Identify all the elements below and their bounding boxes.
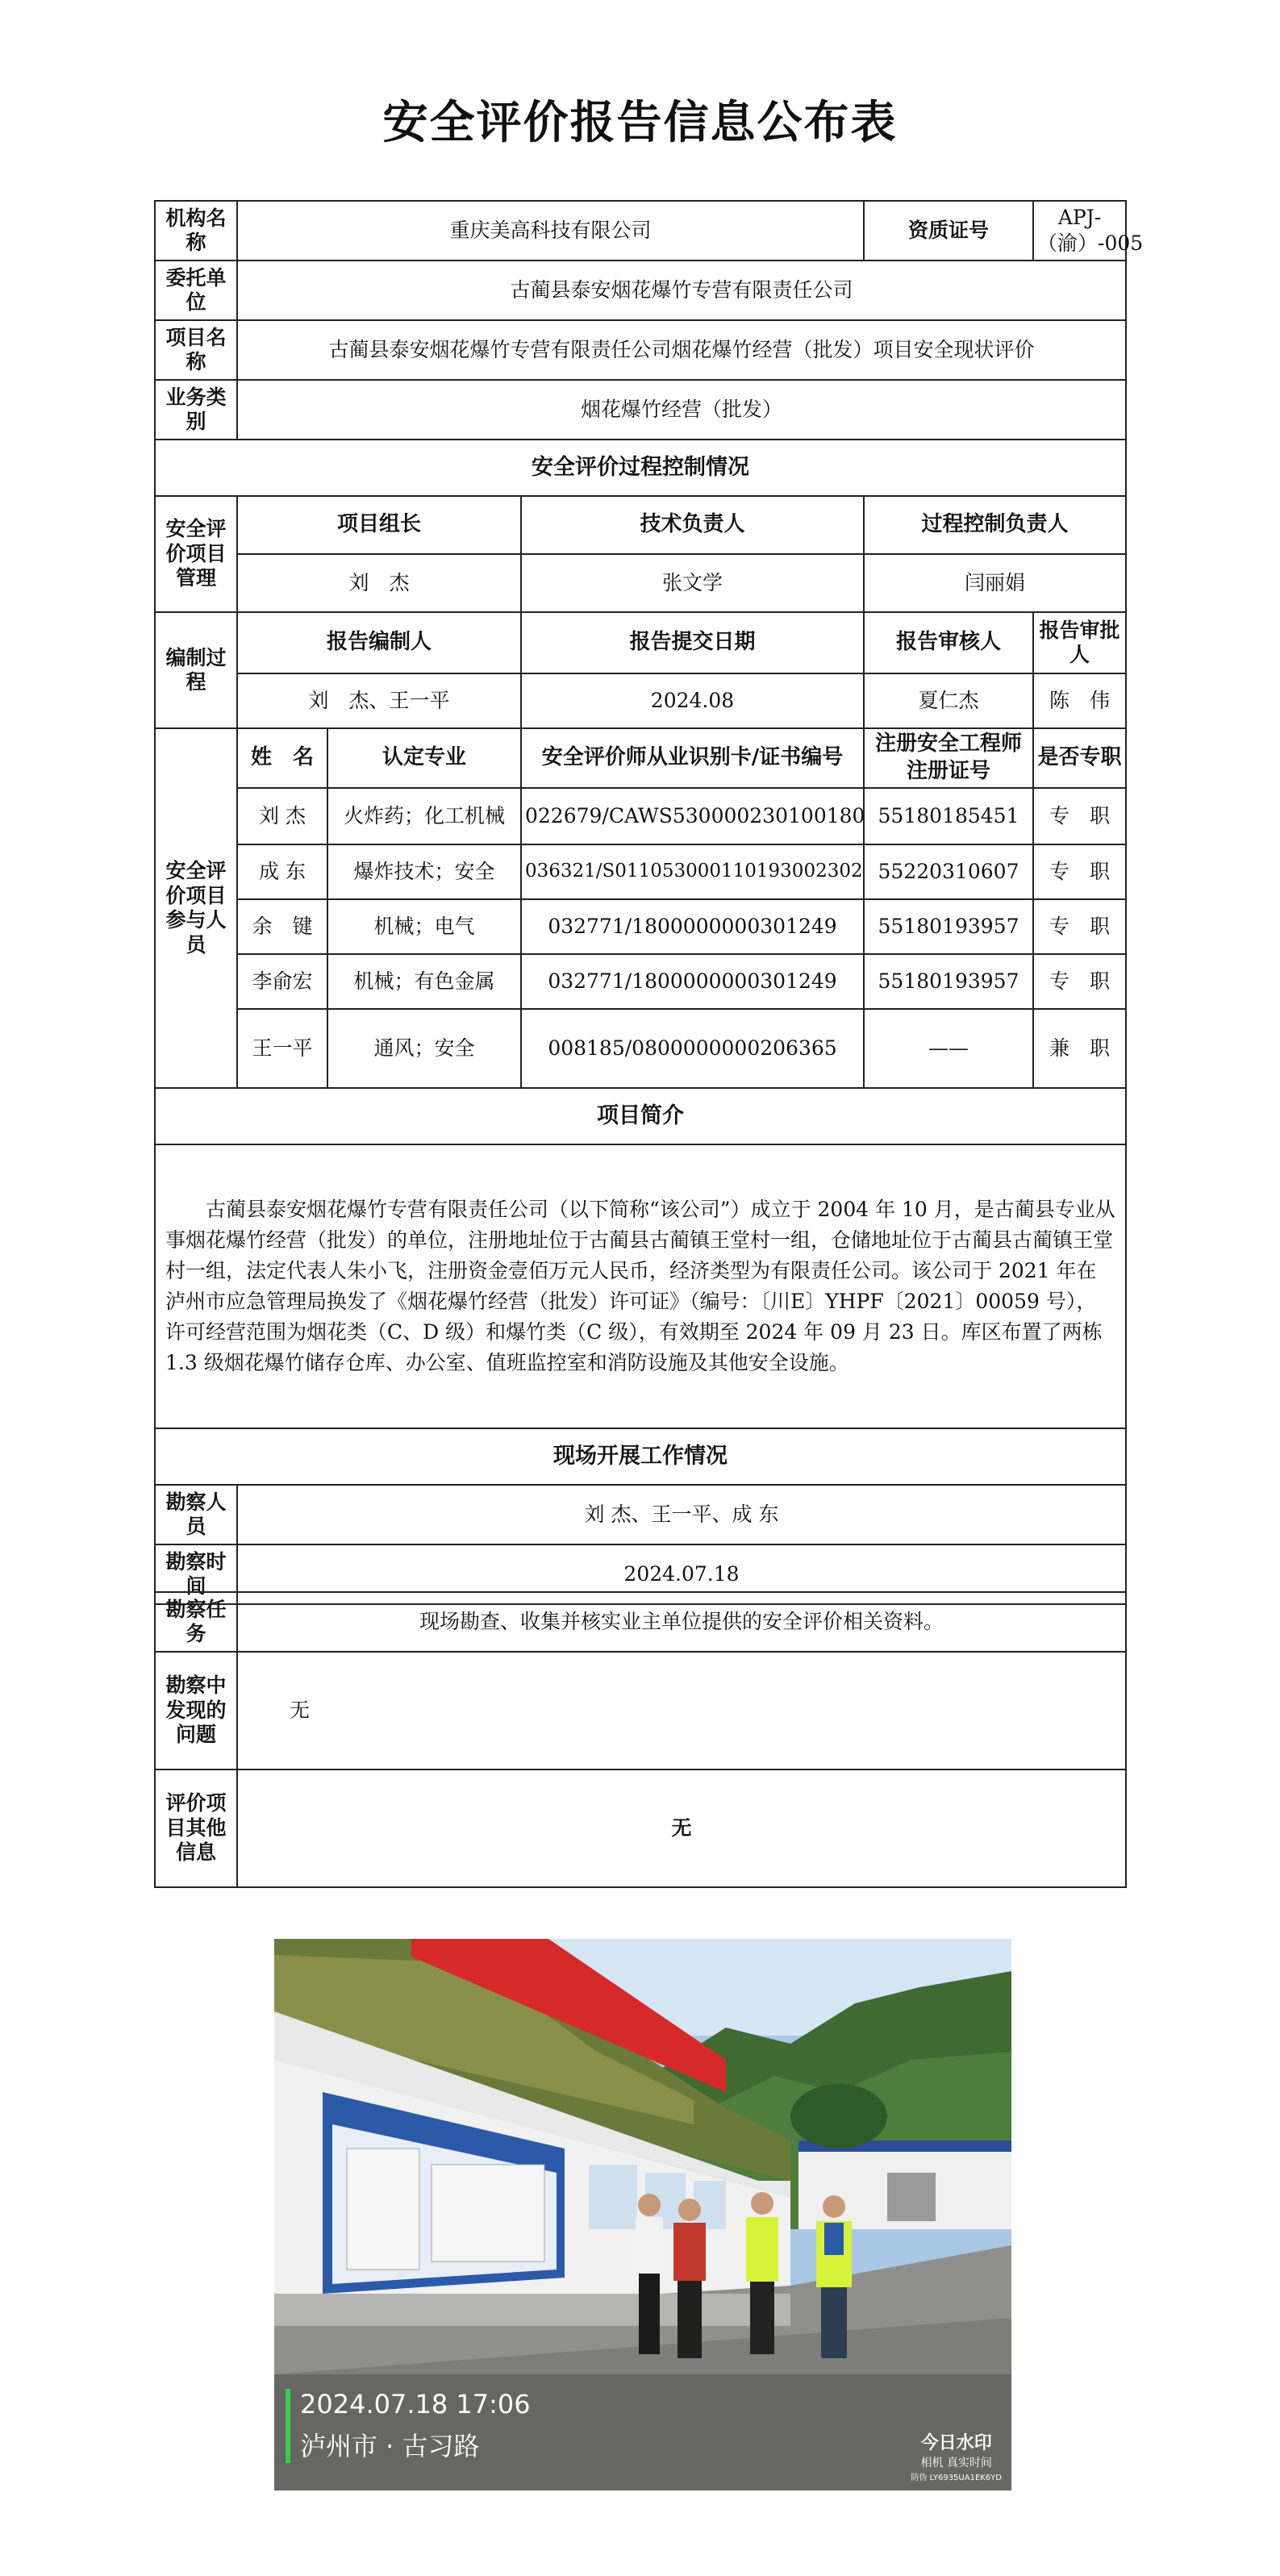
compile-header-date: 报告提交日期 bbox=[521, 612, 864, 673]
intro-section-title: 项目简介 bbox=[155, 1088, 1126, 1144]
survey-issues-value: 无 bbox=[237, 1652, 1126, 1769]
compile-value-approver: 陈 伟 bbox=[1033, 673, 1126, 728]
management-label: 安全评价项目管理 bbox=[155, 496, 237, 612]
client-value: 古蔺县泰安烟花爆竹专营有限责任公司 bbox=[237, 261, 1126, 320]
part-fulltime: 专 职 bbox=[1033, 954, 1126, 1009]
participants-label: 安全评价项目参与人员 bbox=[155, 728, 237, 1088]
report-table bbox=[154, 200, 1144, 1605]
part-fulltime: 兼 职 bbox=[1033, 1009, 1126, 1088]
intro-text: 古蔺县泰安烟花爆竹专营有限责任公司（以下简称“该公司”）成立于 2004 年 10 月，是古蔺县专业从事烟花爆竹经营（批发）的单位，注册地址位于古蔺县古蔺镇王堂村一组，仓储地址位于古蔺县古蔺镇王堂村一组，法定代表人朱小飞，注册资金壹佰万元人民币，经济类型为有限责任公司。该公司于 2021 年在泸州市应急管理局换发了《烟花爆竹经营（批发）许可证》（编号：〔川E〕YHPF〔2021〕00059 号），许可经营范围为烟花类（C、D 级）和爆竹类（C 级），有效期至 2024 年 09 月 23 日。库区布置了两栋 1.3 级烟花爆竹储存仓库、办公室、值班监控室和消防设施及其他安全设施。 bbox=[155, 1144, 1126, 1428]
client-label: 委托单位 bbox=[155, 261, 237, 320]
compile-value-reviewer: 夏仁杰 bbox=[864, 673, 1033, 728]
part-header-major: 认定专业 bbox=[327, 728, 521, 788]
table-row bbox=[155, 844, 1126, 899]
biz-value: 烟花爆竹经营（批发） bbox=[237, 380, 1126, 440]
table-row bbox=[155, 954, 1126, 1009]
compile-value-author: 刘 杰、王一平 bbox=[237, 673, 521, 728]
survey-task-label: 勘察任务 bbox=[155, 1592, 237, 1652]
page-title: 安全评价报告信息公布表 bbox=[382, 97, 898, 149]
mgmt-value-leader: 刘 杰 bbox=[237, 554, 521, 612]
part-reg: 55180193957 bbox=[864, 899, 1033, 954]
part-major: 通风；安全 bbox=[327, 1009, 521, 1088]
watermark-line2: 相机 真实时间 bbox=[920, 2457, 992, 2470]
compile-label: 编制过程 bbox=[155, 612, 237, 728]
part-header-card: 安全评价师从业识别卡/证书编号 bbox=[521, 728, 864, 788]
mgmt-header-process: 过程控制负责人 bbox=[864, 496, 1126, 554]
field-staff-label: 勘察人员 bbox=[155, 1485, 237, 1544]
part-card: 036321/S011053000110193002302 bbox=[521, 844, 864, 899]
field-time-value: 2024.07.18 bbox=[237, 1544, 1126, 1604]
mgmt-header-tech: 技术负责人 bbox=[521, 496, 864, 554]
cert-label: 资质证号 bbox=[864, 201, 1033, 261]
mgmt-value-tech: 张文学 bbox=[521, 554, 864, 612]
watermark-logo bbox=[911, 2429, 1002, 2482]
project-label: 项目名称 bbox=[155, 320, 237, 380]
timestamp-bar bbox=[286, 2389, 290, 2463]
photo-timestamp: 2024.07.18 17:06 bbox=[300, 2389, 531, 2420]
table-row bbox=[155, 899, 1126, 954]
part-name: 王一平 bbox=[237, 1009, 327, 1088]
photo-location: 泸州市 · 古习路 bbox=[300, 2431, 480, 2461]
part-reg: 55220310607 bbox=[864, 844, 1033, 899]
part-name: 李俞宏 bbox=[237, 954, 327, 1009]
survey-other-value: 无 bbox=[237, 1769, 1126, 1887]
survey-other-label: 评价项目其他信息 bbox=[155, 1769, 237, 1887]
watermark-code: 防伪 LY6935UA1EK6YD bbox=[911, 2474, 1002, 2482]
site-photo bbox=[274, 1939, 1011, 2491]
part-card: 008185/0800000000206365 bbox=[521, 1009, 864, 1088]
mgmt-value-process: 闫丽娟 bbox=[864, 554, 1126, 612]
part-name: 成 东 bbox=[237, 844, 327, 899]
part-fulltime: 专 职 bbox=[1033, 844, 1126, 899]
part-name: 余 键 bbox=[237, 899, 327, 954]
compile-value-date: 2024.08 bbox=[521, 673, 864, 728]
part-major: 火炸药；化工机械 bbox=[327, 788, 521, 844]
mgmt-header-leader: 项目组长 bbox=[237, 496, 521, 554]
compile-header-reviewer: 报告审核人 bbox=[864, 612, 1033, 673]
survey-issues-label: 勘察中发现的问题 bbox=[155, 1652, 237, 1769]
part-name: 刘 杰 bbox=[237, 788, 327, 844]
part-major: 机械；电气 bbox=[327, 899, 521, 954]
compile-header-approver: 报告审批人 bbox=[1033, 612, 1126, 673]
part-card: 032771/1800000000301249 bbox=[521, 899, 864, 954]
org-value: 重庆美高科技有限公司 bbox=[237, 201, 864, 261]
field-time-label: 勘察时间 bbox=[155, 1544, 237, 1604]
table-row bbox=[155, 1009, 1126, 1088]
survey-table bbox=[154, 1591, 1127, 1888]
part-reg: —— bbox=[864, 1009, 1033, 1088]
cert-value: APJ-（渝）-005 bbox=[1033, 201, 1126, 261]
part-fulltime: 专 职 bbox=[1033, 788, 1126, 844]
part-card: 022679/CAWS530000230100180 bbox=[521, 788, 864, 844]
field-section-title: 现场开展工作情况 bbox=[155, 1428, 1126, 1485]
part-major: 爆炸技术；安全 bbox=[327, 844, 521, 899]
project-value: 古蔺县泰安烟花爆竹专营有限责任公司烟花爆竹经营（批发）项目安全现状评价 bbox=[237, 320, 1126, 380]
table-row bbox=[155, 788, 1126, 844]
compile-header-author: 报告编制人 bbox=[237, 612, 521, 673]
org-label: 机构名称 bbox=[155, 201, 237, 261]
field-staff-value: 刘 杰、王一平、成 东 bbox=[237, 1485, 1126, 1544]
survey-task-value: 现场勘查、收集并核实业主单位提供的安全评价相关资料。 bbox=[237, 1592, 1126, 1652]
part-reg: 55180193957 bbox=[864, 954, 1033, 1009]
part-fulltime: 专 职 bbox=[1033, 899, 1126, 954]
biz-label: 业务类别 bbox=[155, 380, 237, 440]
process-section-title: 安全评价过程控制情况 bbox=[155, 440, 1126, 496]
part-reg: 55180185451 bbox=[864, 788, 1033, 844]
part-header-fulltime: 是否专职 bbox=[1033, 728, 1126, 788]
watermark-line1: 今日水印 bbox=[920, 2433, 992, 2453]
part-major: 机械；有色金属 bbox=[327, 954, 521, 1009]
part-header-name: 姓 名 bbox=[237, 728, 327, 788]
part-card: 032771/1800000000301249 bbox=[521, 954, 864, 1009]
part-header-reg: 注册安全工程师注册证号 bbox=[864, 728, 1033, 788]
